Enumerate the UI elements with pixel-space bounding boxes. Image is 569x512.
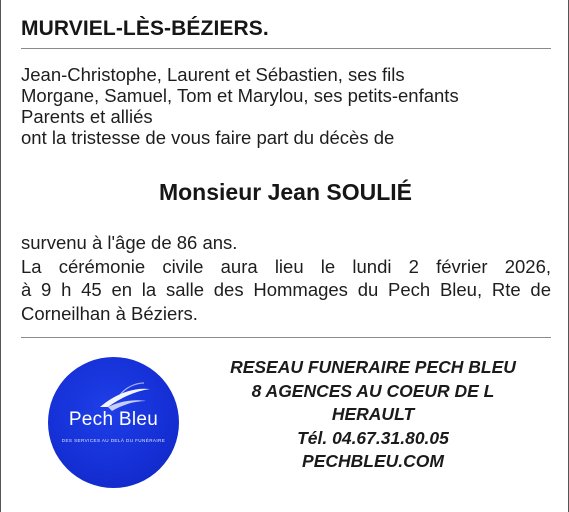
pech-bleu-logo: [48, 357, 179, 488]
funeral-company-info: [213, 356, 533, 474]
top-divider: [21, 48, 551, 49]
deceased-name: Monsieur Jean SOULIÉ: [158, 179, 413, 205]
company-name: RESEAU FUNERAIRE PECH BLEU: [230, 357, 516, 377]
logo-tagline: DES SERVICES AU DELÀ DU FUNÉRAIRE: [61, 438, 166, 443]
family-line: Jean-Christophe, Laurent et Sébastien, ses fils: [21, 64, 405, 85]
ceremony-details: [21, 231, 551, 325]
details-line: survenu à l'âge de 86 ans.: [21, 232, 238, 253]
town-heading: MURVIEL-LÈS-BÉZIERS.: [21, 17, 269, 40]
details-line: à 9 h 45 en la salle des Hommages du Pech Bleu, Rte de: [21, 279, 551, 300]
company-region: HERAULT: [331, 404, 415, 424]
family-line: ont la tristesse de vous faire part du décès de: [21, 127, 395, 148]
details-line: Corneilhan à Béziers.: [21, 302, 198, 324]
bottom-divider: [21, 337, 551, 338]
company-phone: Tél. 04.67.31.80.05: [297, 427, 449, 448]
logo-brand-text: Pech Bleu: [68, 409, 159, 430]
family-line: Parents et alliés: [21, 106, 153, 127]
family-announcement: [21, 64, 556, 148]
company-agencies: 8 AGENCES AU COEUR DE L: [251, 380, 495, 401]
company-website: PECHBLEU.COM: [302, 451, 444, 471]
family-line: Morgane, Samuel, Tom et Marylou, ses petits-enfants: [21, 85, 459, 106]
details-line: La cérémonie civile aura lieu le lundi 2 février 2026,: [21, 255, 551, 277]
